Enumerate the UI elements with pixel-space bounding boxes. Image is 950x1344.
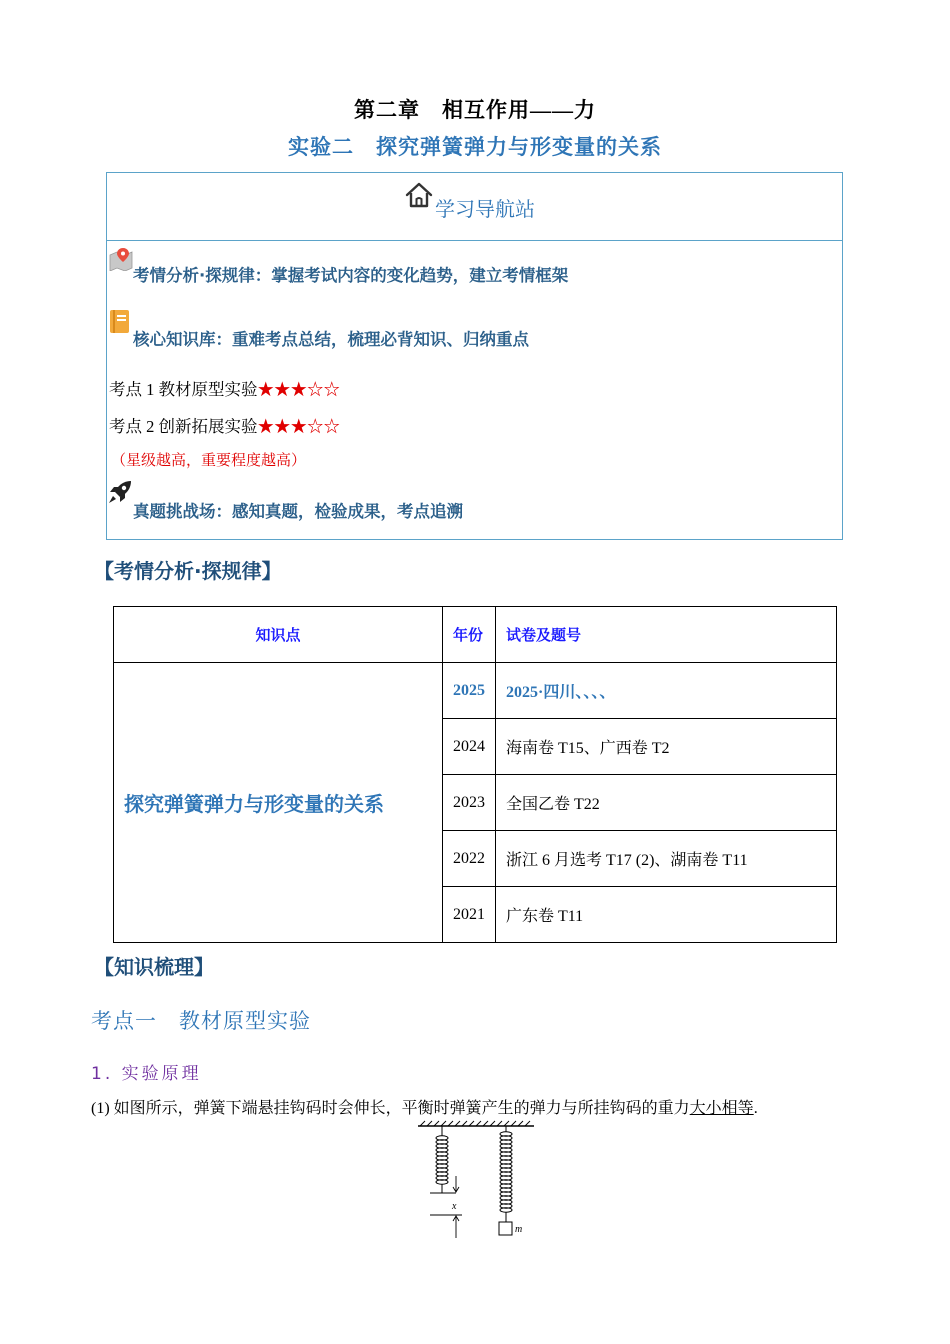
- table-header-cell: 年份: [443, 607, 496, 663]
- papers-cell: 海南卷 T15、广西卷 T2: [496, 719, 837, 775]
- map-pin-icon: [109, 247, 133, 271]
- book-icon: [109, 309, 131, 335]
- table-row: [114, 663, 837, 719]
- kaodian-1-item: 考点 1 教材原型实验★★★☆☆: [109, 380, 340, 399]
- spring-left: [436, 1126, 448, 1193]
- x-label: x: [452, 1201, 457, 1212]
- year-cell: 2023: [443, 775, 496, 831]
- year-cell: 2025: [443, 663, 496, 719]
- star-note: （星级越高，重要程度越高）: [111, 453, 307, 469]
- chapter-title: 第二章 相互作用——力: [354, 98, 596, 122]
- nav-header: [107, 173, 842, 241]
- weight-block: [499, 1222, 512, 1235]
- section-heading-knowledge: 【知识梳理】: [94, 955, 214, 979]
- spring-diagram: [410, 1118, 540, 1243]
- table-header-cell: 知识点: [114, 607, 443, 663]
- nav-line-exam-analysis: 考情分析·探规律：掌握考试内容的变化趋势，建立考情框架: [133, 266, 569, 285]
- nav-line-core-knowledge: 核心知识库：重难考点总结，梳理必背知识、归纳重点: [133, 330, 529, 349]
- rating-stars: ★★★☆☆: [257, 380, 340, 399]
- exam-analysis-table: [113, 606, 837, 943]
- papers-cell: 2025·四川、、、、: [496, 663, 837, 719]
- year-cell: 2022: [443, 831, 496, 887]
- m-label: m: [515, 1224, 523, 1235]
- kaodian-heading: 考点一 教材原型实验: [91, 1009, 311, 1033]
- kaodian-2-item: 考点 2 创新拓展实验★★★☆☆: [109, 417, 340, 436]
- rating-stars: ★★★☆☆: [257, 417, 340, 436]
- table-header-cell: 试卷及题号: [496, 607, 837, 663]
- year-cell: 2024: [443, 719, 496, 775]
- paragraph-principle: (1) 如图所示，弹簧下端悬挂钩码时会伸长，平衡时弹簧产生的弹力与所挂钩码的重力大小相等.: [91, 1100, 758, 1117]
- nav-line-real-questions: 真题挑战场：感知真题，检验成果，考点追溯: [133, 502, 463, 521]
- experiment-title: 实验二 探究弹簧弹力与形变量的关系: [288, 135, 662, 159]
- papers-cell: 全国乙卷 T22: [496, 775, 837, 831]
- subsection-heading: 1. 实验原理: [91, 1064, 202, 1084]
- home-icon: [404, 181, 434, 209]
- papers-cell: 广东卷 T11: [496, 887, 837, 943]
- knowledge-topic-cell: 探究弹簧弹力与形变量的关系: [114, 663, 443, 943]
- spring-right: [500, 1126, 512, 1222]
- study-navigation-box: [106, 172, 843, 540]
- section-heading-exam-analysis: 【考情分析·探规律】: [94, 559, 282, 583]
- year-cell: 2021: [443, 887, 496, 943]
- papers-cell: 浙江 6 月选考 T17 (2)、湖南卷 T11: [496, 831, 837, 887]
- nav-title: 学习导航站: [435, 197, 535, 221]
- table-header-row: [114, 607, 837, 663]
- rocket-icon: [107, 479, 133, 505]
